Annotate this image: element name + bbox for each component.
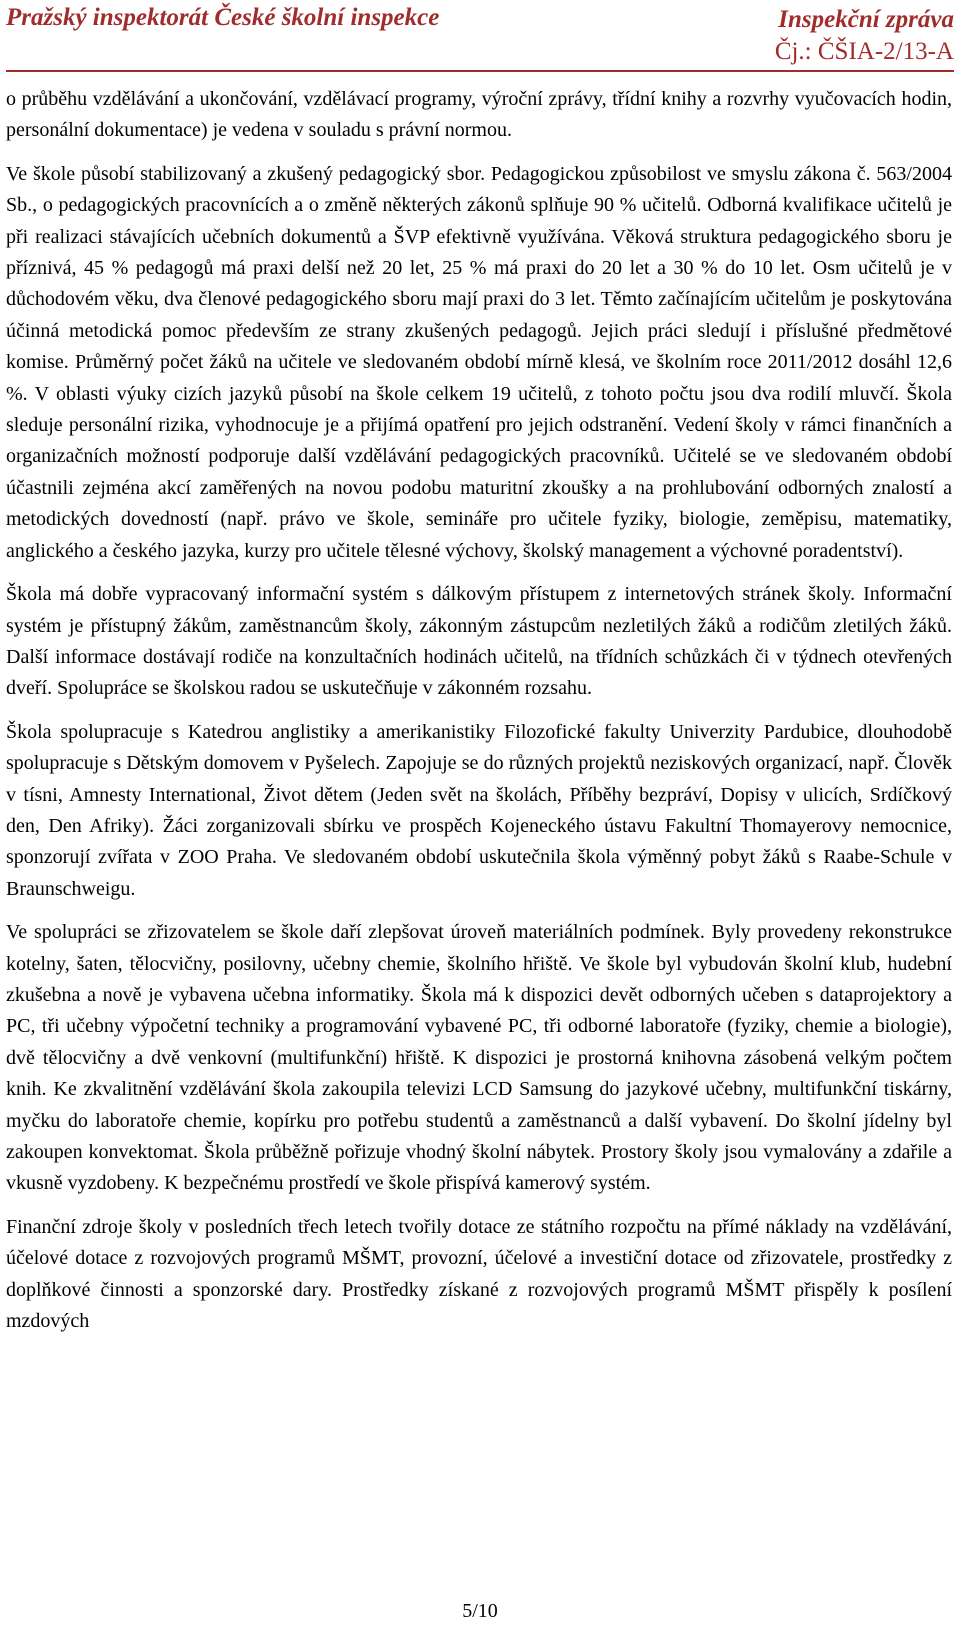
page-number: 5/10	[462, 1600, 498, 1622]
paragraph-staff: Ve škole působí stabilizovaný a zkušený pedagogický sbor. Pedagogickou způsobilost ve smyslu zákona č. 563/2004 Sb., o pedagogických pracovnících a o změně některých zákonů splňuje 90 % učitelů. Odborná kvalifikace učitelů je při realizaci stávajících učebních dokumentů a ŠVP efektivně využívána. Věková struktura pedagogického sboru je příznivá, 45 % pedagogů má praxi delší než 20 let, 25 % má praxi do 20 let a 30 % do 10 let. Osm učitelů je v důchodovém věku, dva členové pedagogického sboru mají praxi do 3 let. Těmto začínajícím učitelům je poskytována účinná metodická pomoc především ze strany zkušených pedagogů. Jejich práci sledují i příslušné předmětové komise. Průměrný počet žáků na učitele ve sledovaném období mírně klesá, ve školním roce 2011/2012 dosáhl 12,6 %. V oblasti výuky cizích jazyků působí na škole celkem 19 učitelů, z tohoto počtu jsou dva rodilí mluvčí. Škola sleduje personální rizika, vyhodnocuje je a přijímá opatření pro jejich odstranění. Vedení školy v rámci finančních a organizačních možností podporuje další vzdělávání pedagogických pracovníků. Učitelé se ve sledovaném období účastnili zejména akcí zaměřených na novou podobu maturitní zkoušky a na prohlubování odborných znalostí a metodických dovedností (např. právo ve škole, semináře pro učitele fyziky, biologie, zeměpisu, matematiky, anglického a českého jazyka, kurzy pro učitele tělesné výchovy, školský management a výchovné poradentství).	[6, 162, 952, 562]
paragraph-finance: Finanční zdroje školy v posledních třech letech tvořily dotace ze státního rozpočtu na přímé náklady na vzdělávání, účelové dotace z rozvojových programů MŠMT, provozní, účelové a investiční dotace od zřizovatele, prostředky z doplňkové činnosti a sponzorské dary. Prostředky získané z rozvojových programů MŠMT přispěly k posílení mzdových	[6, 1215, 952, 1333]
reference-number: Čj.: ČŠIA-2/13-A	[774, 38, 954, 65]
paragraph-cooperation: Škola spolupracuje s Katedrou anglistiky a amerikanistiky Filozofické fakulty Univerzity Pardubice, dlouhodobě spolupracuje s Dětským domovem v Pyšelech. Zapojuje se do různých projektů neziskových organizací, např. Člověk v tísni, Amnesty International, Život dětem (Jeden svět na školách, Příběhy bezpráví, Dopisy v ulicích, Srdíčkový den, Den Afriky). Žáci zorganizovali sbírku ve prospěch Kojeneckého ústavu Fakultní Thomayerovy nemocnice, sponzorují zvířata v ZOO Praha. Ve sledovaném období uskutečnila škola výměnný pobyt žáků s Raabe-Schule v Braunschweigu.	[6, 720, 952, 900]
inspectorate-title: Pražský inspektorát České školní inspekce	[6, 4, 440, 31]
paragraph-material-conditions: Ve spolupráci se zřizovatelem se škole daří zlepšovat úroveň materiálních podmínek. Byly provedeny rekonstrukce kotelny, šaten, tělocvičny, posilovny, učebny chemie, školního hřiště. Ve škole byl vybudován školní klub, hudební zkušebna a nově je vybavena učebna informatiky. Škola má k dispozici devět odborných učeben s dataprojektory a PC, tři učebny výpočetní techniky a programování vybavené PC, tři odborné laboratoře (fyziky, chemie a biologie), dvě tělocvičny a dvě venkovní (multifunkční) hřiště. K dispozici je prostorná knihovna zásobená velkým počtem knih. Ke zkvalitnění vzdělávání škola zakoupila televizi LCD Samsung do jazykové učebny, multifunkční tiskárny, myčku do laboratoře chemie, kopírku pro potřebu studentů a zaměstnanců a další vybavení. Do školní jídelny byl zakoupen konvektomat. Škola průběžně pořizuje vhodný školní nábytek. Prostory školy jsou vymalovány a zdařile a vkusně vyzdobeny. K bezpečnému prostředí ve škole přispívá kamerový systém.	[6, 921, 952, 1195]
page-header	[6, 0, 954, 72]
report-title-block	[775, 4, 954, 68]
report-title: Inspekční zpráva	[778, 6, 954, 33]
paragraph-information-system: Škola má dobře vypracovaný informační systém s dálkovým přístupem z internetových stránek školy. Informační systém je přístupný žákům, zaměstnancům školy, zákonným zástupcům nezletilých žáků a rodičům zletilých žáků. Další informace dostávají rodiče na konzultačních hodinách učitelů, na třídních schůzkách či v týdnech otevřených dveří. Spolupráce se školskou radou se uskutečňuje v zákonném rozsahu.	[6, 583, 952, 700]
document-body	[6, 84, 952, 1349]
paragraph-documentation: o průběhu vzdělávání a ukončování, vzdělávací programy, výroční zprávy, třídní knihy a rozvrhy vyučovacích hodin, personální dokumentace) je vedena v souladu s právní normou.	[6, 88, 952, 142]
